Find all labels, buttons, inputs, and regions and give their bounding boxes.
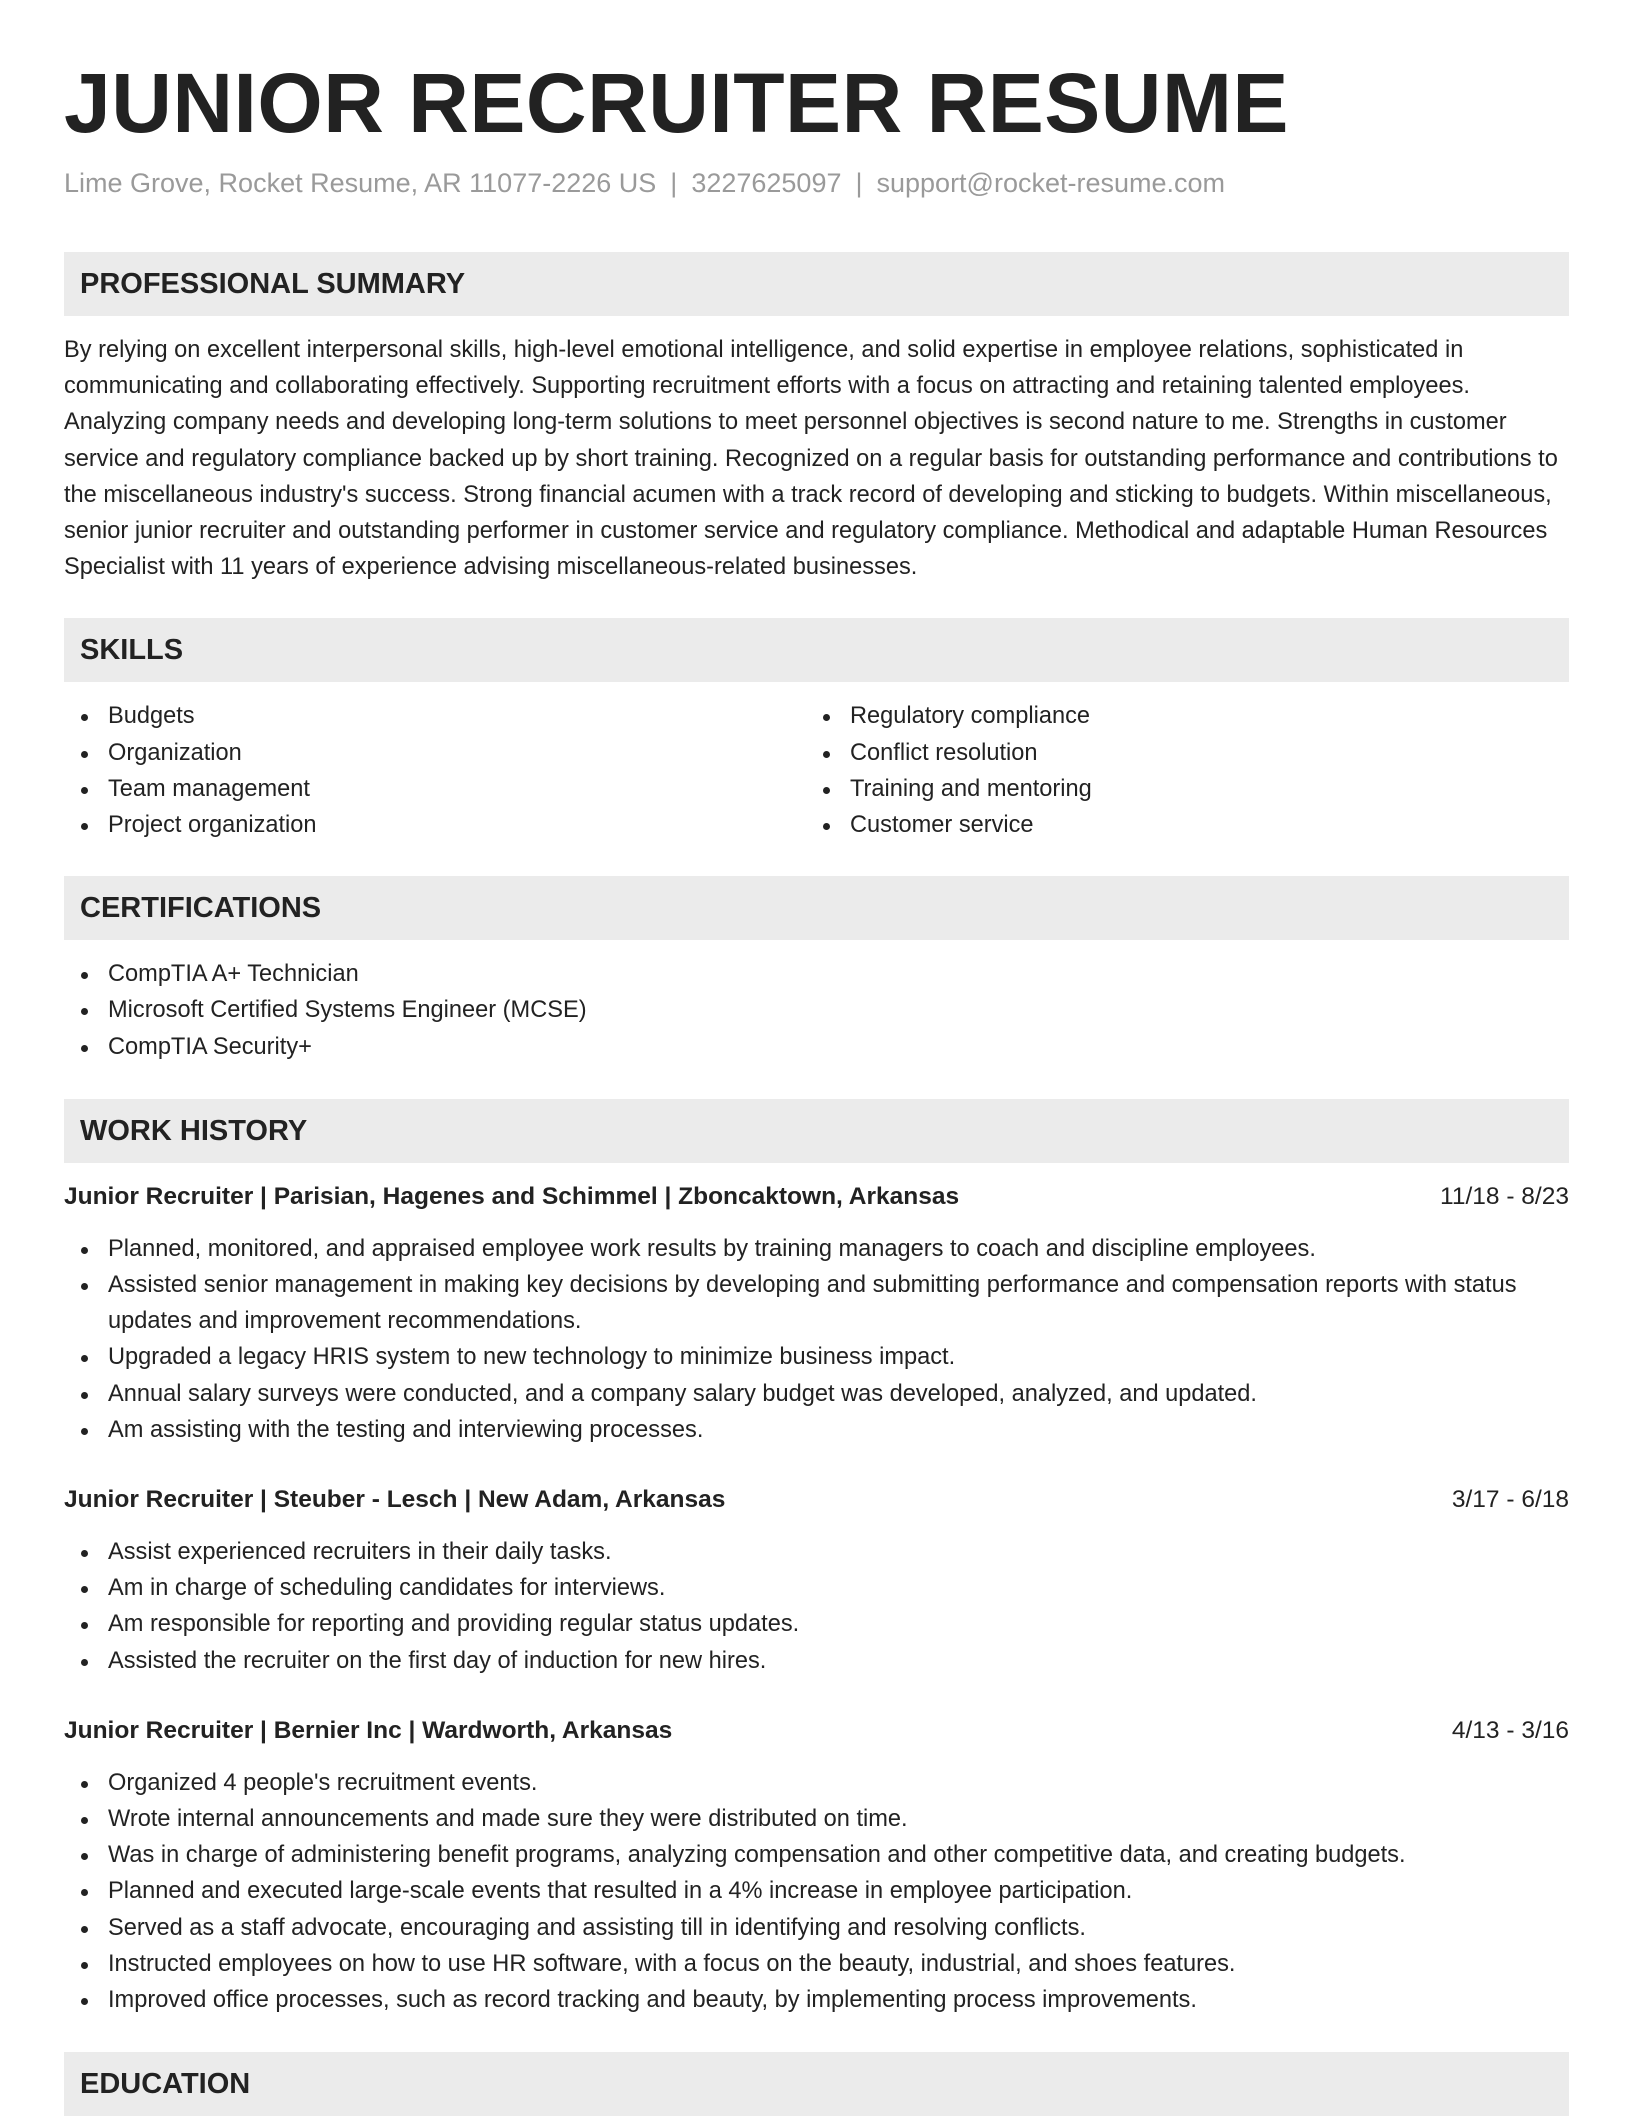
section-header-certifications: CERTIFICATIONS — [64, 876, 1569, 940]
job-bullet: Am in charge of scheduling candidates for interviews. — [64, 1570, 1569, 1606]
skill-item: Team management — [64, 771, 806, 807]
skills-list-right — [806, 698, 1548, 843]
job-bullet: Organized 4 people's recruitment events. — [64, 1765, 1569, 1801]
job-entry — [64, 1482, 1569, 1679]
section-header-skills: SKILLS — [64, 618, 1569, 682]
summary-text: By relying on excellent interpersonal skills, high-level emotional intelligence, and solid expertise in employee relations, sophisticated in communicating and collaborating effectively. Supporting recruitment efforts with a focus on attracting and retaining talented employees. Analyzing company needs and developing long-term solutions to meet personnel objectives is second nature to me. Strengths in customer service and regulatory compliance backed up by short training. Recognized on a regular basis for outstanding performance and contributions to the miscellaneous industry's success. Strong financial acumen with a track record of developing and sticking to budgets. Within miscellaneous, senior junior recruiter and outstanding performer in customer service and regulatory compliance. Methodical and adaptable Human Resources Specialist with 11 years of experience advising miscellaneous-related businesses. — [64, 337, 1558, 581]
job-header — [64, 1713, 1569, 1749]
job-title: Junior Recruiter | Steuber - Lesch | New Adam, Arkansas — [64, 1486, 726, 1514]
job-dates: 11/18 - 8/23 — [1440, 1182, 1569, 1210]
job-bullet: Am responsible for reporting and providing regular status updates. — [64, 1606, 1569, 1642]
job-bullets — [64, 1534, 1569, 1679]
job-dates: 3/17 - 6/18 — [1451, 1486, 1569, 1514]
job-dates: 4/13 - 3/16 — [1451, 1716, 1569, 1744]
skills-list-left — [64, 698, 806, 843]
resume-page — [64, 0, 1569, 2116]
job-bullet: Planned and executed large-scale events that resulted in a 4% increase in employee participation. — [64, 1873, 1569, 1909]
job-bullet: Planned, monitored, and appraised employee work results by training managers to coach and discipline employees. — [64, 1231, 1569, 1267]
skill-item: Budgets — [64, 698, 806, 734]
certification-item: Microsoft Certified Systems Engineer (MCSE) — [64, 992, 1569, 1028]
contact-email[interactable]: support@rocket-resume.com — [876, 168, 1226, 198]
job-bullet: Wrote internal announcements and made sure they were distributed on time. — [64, 1801, 1569, 1837]
section-header-summary: PROFESSIONAL SUMMARY — [64, 252, 1569, 316]
job-bullet: Served as a staff advocate, encouraging and assisting till in identifying and resolving conflicts. — [64, 1910, 1569, 1946]
job-bullets — [64, 1231, 1569, 1448]
contact-address: Lime Grove, Rocket Resume, AR 11077-2226 US — [64, 168, 657, 198]
job-bullet: Assisted senior management in making key decisions by developing and submitting performance and compensation reports with status updates and improvement recommendations. — [64, 1267, 1569, 1339]
section-header-education: EDUCATION — [64, 2052, 1569, 2116]
job-bullets — [64, 1765, 1569, 2018]
job-bullet: Was in charge of administering benefit programs, analyzing compensation and other competitive data, and creating budgets. — [64, 1837, 1569, 1873]
job-bullet: Assisted the recruiter on the first day of induction for new hires. — [64, 1643, 1569, 1679]
job-bullet: Upgraded a legacy HRIS system to new technology to minimize business impact. — [64, 1339, 1569, 1375]
contact-separator: | — [670, 168, 678, 198]
job-header — [64, 1179, 1569, 1215]
job-entry — [64, 1713, 1569, 2018]
job-entry — [64, 1179, 1569, 1448]
section-header-work-history: WORK HISTORY — [64, 1099, 1569, 1163]
resume-title: JUNIOR RECRUITER RESUME — [64, 56, 1289, 150]
contact-separator: | — [855, 168, 863, 198]
skill-item: Project organization — [64, 807, 806, 843]
contact-phone: 3227625097 — [691, 168, 842, 198]
skill-item: Regulatory compliance — [806, 698, 1548, 734]
job-bullet: Instructed employees on how to use HR software, with a focus on the beauty, industrial, and shoes features. — [64, 1946, 1569, 1982]
job-bullet: Assist experienced recruiters in their daily tasks. — [64, 1534, 1569, 1570]
job-bullet: Improved office processes, such as record tracking and beauty, by implementing process improvements. — [64, 1982, 1569, 2018]
job-title: Junior Recruiter | Bernier Inc | Wardworth, Arkansas — [64, 1716, 673, 1744]
skill-item: Training and mentoring — [806, 771, 1548, 807]
skill-item: Organization — [64, 735, 806, 771]
contact-line — [64, 166, 1569, 200]
job-title: Junior Recruiter | Parisian, Hagenes and Schimmel | Zboncaktown, Arkansas — [64, 1182, 960, 1210]
certification-item: CompTIA A+ Technician — [64, 956, 1569, 992]
job-bullet: Am assisting with the testing and interviewing processes. — [64, 1412, 1569, 1448]
certifications-list — [64, 956, 1569, 1065]
certification-item: CompTIA Security+ — [64, 1029, 1569, 1065]
job-header — [64, 1482, 1569, 1518]
skill-item: Customer service — [806, 807, 1548, 843]
job-bullet: Annual salary surveys were conducted, and a company salary budget was developed, analyzed, and updated. — [64, 1376, 1569, 1412]
skills-grid — [64, 698, 1569, 843]
skill-item: Conflict resolution — [806, 735, 1548, 771]
